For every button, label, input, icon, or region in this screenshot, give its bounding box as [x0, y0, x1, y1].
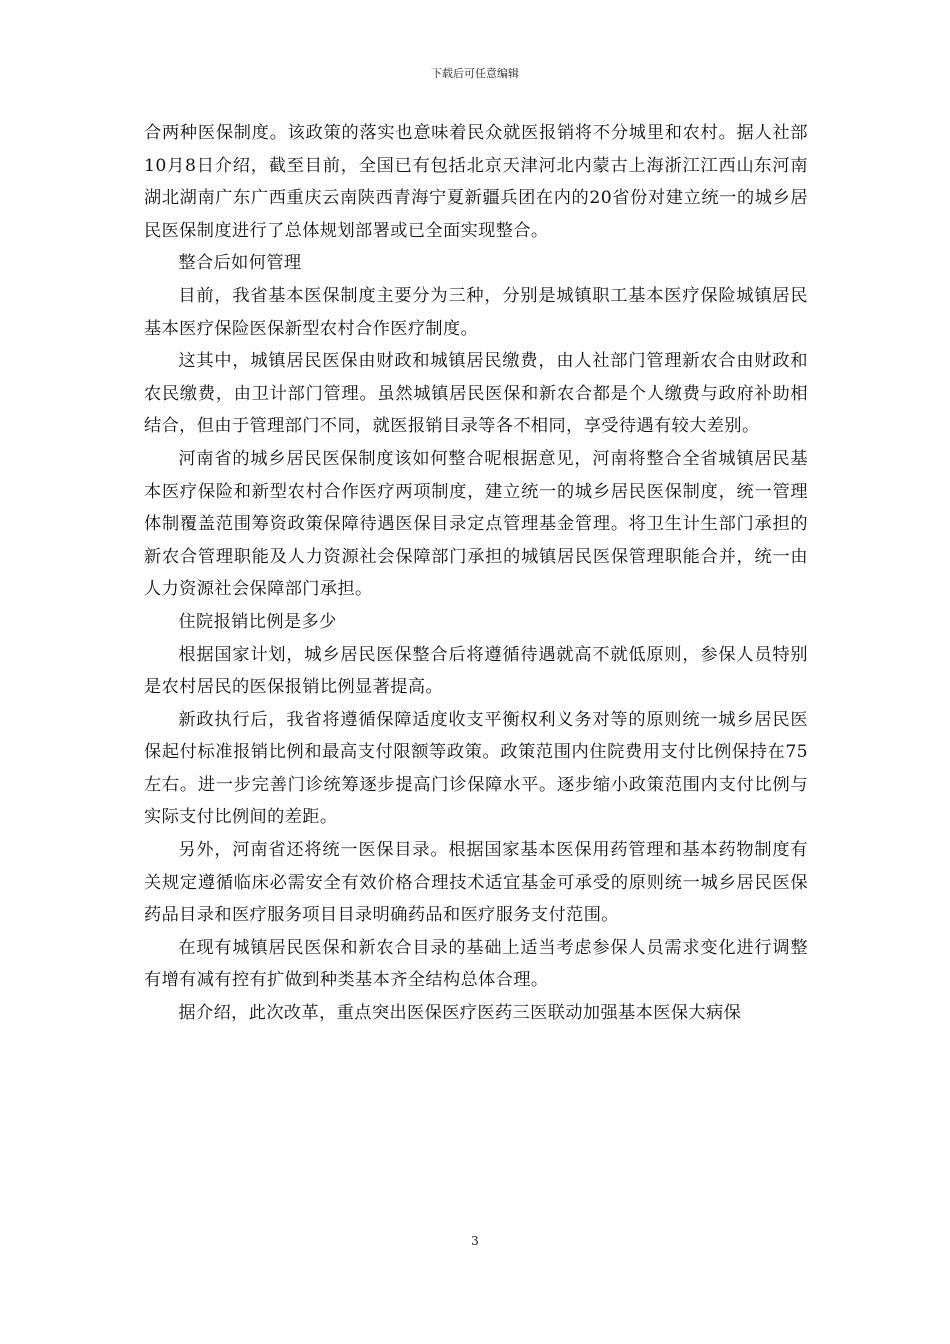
section-heading-reimbursement: 住院报销比例是多少: [178, 611, 337, 632]
section-heading-management: 整合后如何管理: [178, 253, 302, 274]
page-number: 3: [471, 1234, 479, 1248]
paragraph-5: 河南省的城乡居民医保制度该如何整合呢根据意见，河南将整合全省城镇居民基本医疗保险和新型农村合作医疗两项制度，建立统一的城乡居民医保制度，统一管理体制覆盖范围筹资政策保障待遇医保目录定点管理基金管理。将卫生计生部门承担的新农合管理职能及人力资源社会保障部门承担的城镇居民医保管理职能合并，统一由人力资源社会保障部门承担。: [144, 448, 808, 600]
page-header: 下载后可任意编辑: [431, 67, 519, 80]
paragraph-9: 另外，河南省还将统一医保目录。根据国家基本医保用药管理和基本药物制度有关规定遵循临床必需安全有效价格合理技术适宜基金可承受的原则统一城乡居民医保药品目录和医疗服务项目目录明确药品和医疗服务支付范围。: [144, 840, 808, 926]
paragraph-4: 这其中，城镇居民医保由财政和城镇居民缴费，由人社部门管理新农合由财政和农民缴费，由卫计部门管理。虽然城镇居民医保和新农合都是个人缴费与政府补助相结合，但由于管理部门不同，就医报销目录等各不相同，享受待遇有较大差别。: [144, 351, 808, 437]
paragraph-7: 根据国家计划，城乡居民医保整合后将遵循待遇就高不就低原则，参保人员特别是农村居民的医保报销比例显著提高。: [144, 644, 808, 698]
paragraph-3: 目前，我省基本医保制度主要分为三种，分别是城镇职工基本医疗保险城镇居民基本医疗保险医保新型农村合作医疗制度。: [144, 285, 808, 339]
paragraph-11: 据介绍，此次改革，重点突出医保医疗医药三医联动加强基本医保大病保: [178, 1003, 742, 1024]
paragraph-1: 合两种医保制度。该政策的落实也意味着民众就医报销将不分城里和农村。据人社部10月8日介绍，截至目前，全国已有包括北京天津河北内蒙古上海浙江江西山东河南湖北湖南广东广西重庆云南陕西青海宁夏新疆兵团在内的20省份对建立统一的城乡居民医保制度进行了总体规划部署或已全面实现整合。: [144, 123, 808, 241]
paragraph-10: 在现有城镇居民医保和新农合目录的基础上适当考虑参保人员需求变化进行调整有增有减有控有扩做到种类基本齐全结构总体合理。: [144, 937, 808, 991]
document-body: [144, 117, 808, 1030]
paragraph-8: 新政执行后，我省将遵循保障适度收支平衡权利义务对等的原则统一城乡居民医保起付标准报销比例和最高支付限额等政策。政策范围内住院费用支付比例保持在75左右。进一步完善门诊统筹逐步提高门诊保障水平。逐步缩小政策范围内支付比例与实际支付比例间的差距。: [144, 709, 808, 828]
